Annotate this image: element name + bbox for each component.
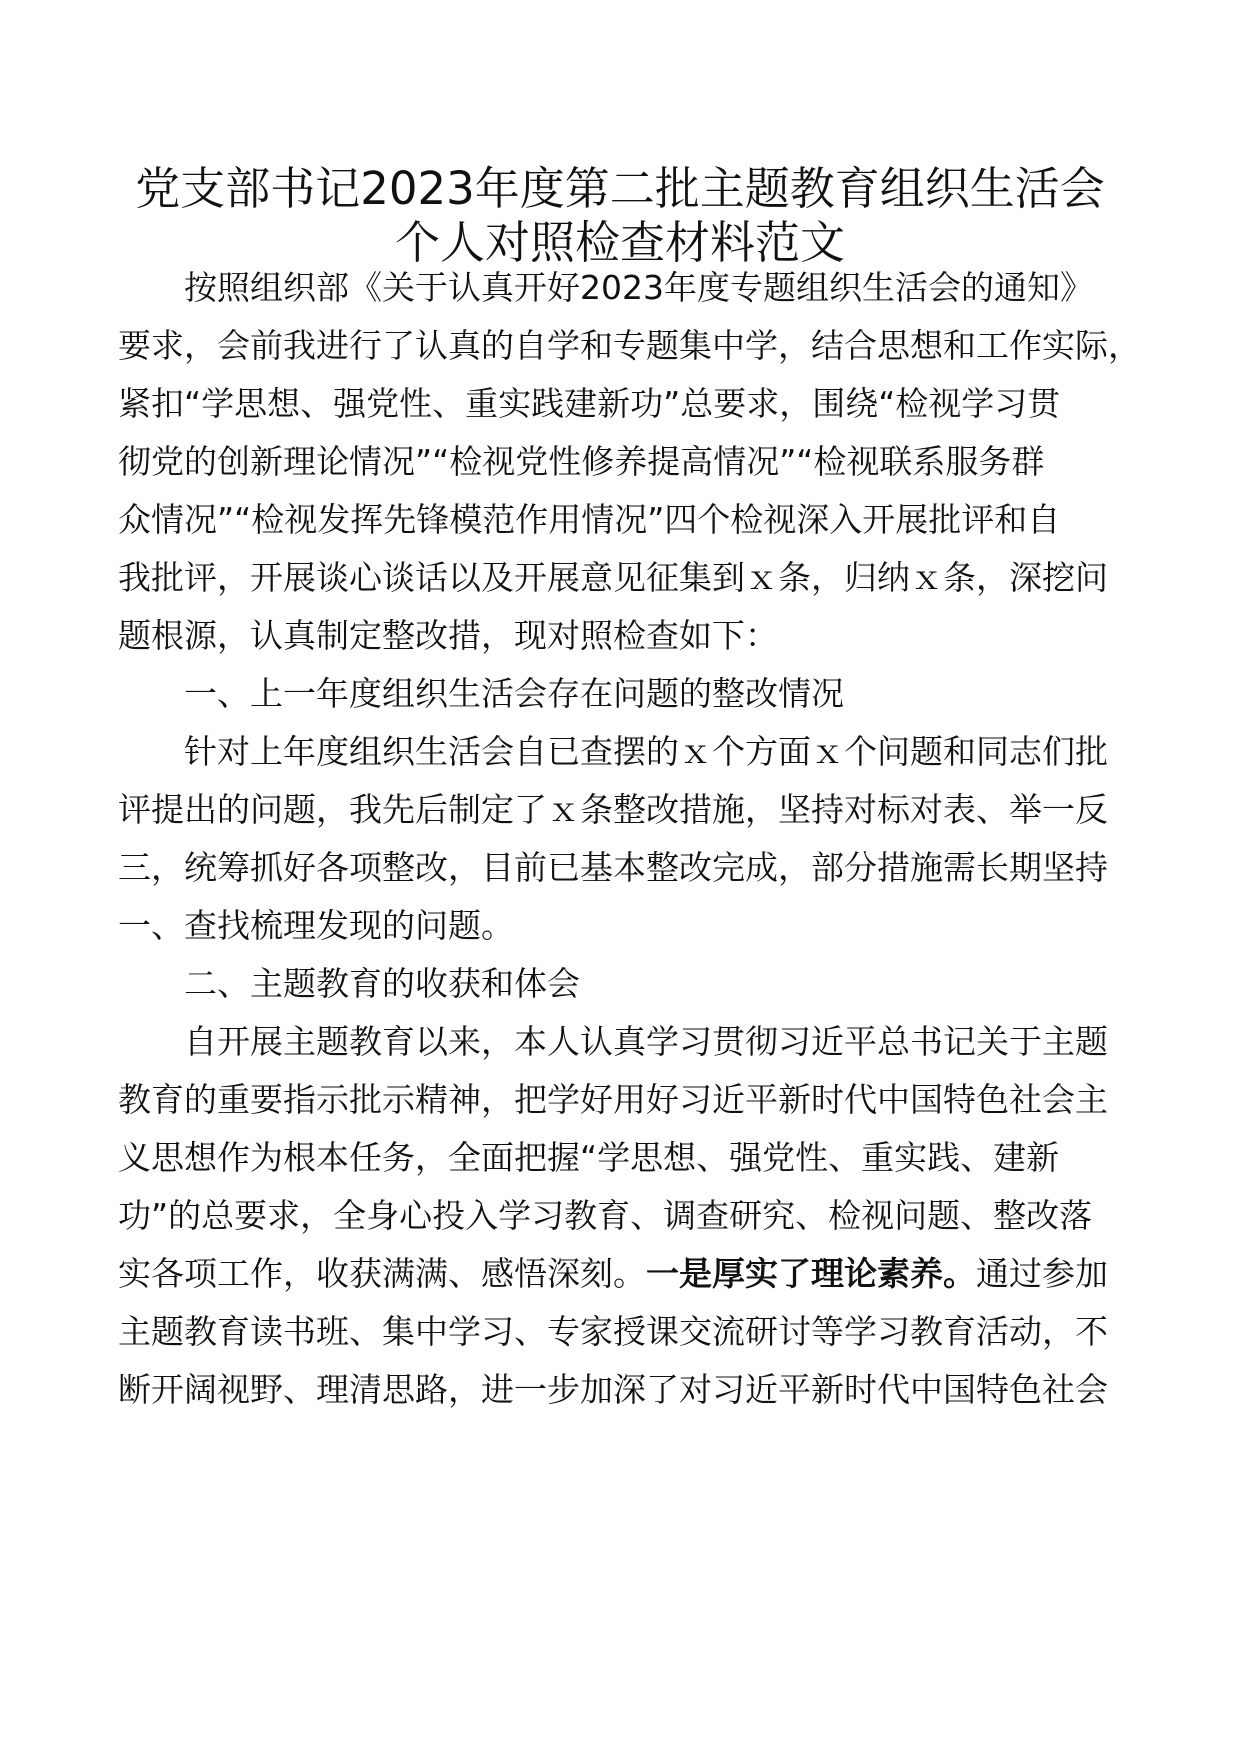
paragraph-gains-line-2: 教育的重要指示批示精神，把学好用好习近平新时代中国特色社会主 [118, 1080, 1108, 1119]
paragraph-gains-line-3: 义思想作为根本任务，全面把握“学思想、强党性、重实践、建新 [118, 1138, 1060, 1177]
paragraph-intro-line-3: 紧扣“学思想、强党性、重实践建新功”总要求，围绕“检视学习贯 [118, 384, 1061, 423]
gains-line-5-text: 实各项工作，收获满满、感悟深刻。 [118, 1254, 646, 1293]
bold-highlight-theory: 一是厚实了理论素养。 [646, 1254, 976, 1293]
paragraph-gains-line-4: 功”的总要求，全身心投入学习教育、调查研究、检视问题、整改落 [118, 1196, 1093, 1235]
document-title-line-2: 个人对照检查材料范文 [394, 216, 845, 269]
gains-line-5-tail: 通过参加 [976, 1254, 1108, 1293]
document-title-line-1: 党支部书记2023年度第二批主题教育组织生活会 [135, 162, 1105, 215]
paragraph-intro-line-1: 按照组织部《关于认真开好2023年度专题组织生活会的通知》 [184, 268, 1093, 307]
paragraph-intro-line-4: 彻党的创新理论情况”“检视党性修养提高情况”“检视联系服务群 [118, 442, 1045, 481]
paragraph-rectification-line-2: 评提出的问题，我先后制定了ｘ条整改措施，坚持对标对表、举一反 [118, 790, 1108, 829]
paragraph-intro-line-5: 众情况”“检视发挥先锋模范作用情况”四个检视深入开展批评和自 [118, 500, 1061, 539]
paragraph-intro-line-2: 要求，会前我进行了认真的自学和专题集中学，结合思想和工作实际， [118, 326, 1141, 365]
paragraph-gains-line-5 [118, 1254, 1138, 1294]
paragraph-intro-line-6: 我批评，开展谈心谈话以及开展意见征集到ｘ条，归纳ｘ条，深挖问 [118, 558, 1108, 597]
paragraph-rectification-line-1: 针对上年度组织生活会自已查摆的ｘ个方面ｘ个问题和同志们批 [184, 732, 1108, 771]
paragraph-intro-line-7: 题根源，认真制定整改措，现对照检查如下： [118, 616, 778, 655]
section-heading-2: 二、主题教育的收获和体会 [184, 964, 580, 1003]
section-heading-1: 一、上一年度组织生活会存在问题的整改情况 [184, 674, 844, 713]
paragraph-rectification-line-3: 三，统筹抓好各项整改，目前已基本整改完成，部分措施需长期坚持 [118, 848, 1108, 887]
paragraph-gains-line-7: 断开阔视野、理清思路，进一步加深了对习近平新时代中国特色社会 [118, 1370, 1108, 1409]
paragraph-rectification-line-4: 一、查找梳理发现的问题。 [118, 906, 514, 945]
paragraph-gains-line-6: 主题教育读书班、集中学习、专家授课交流研讨等学习教育活动，不 [118, 1312, 1108, 1351]
paragraph-gains-line-1: 自开展主题教育以来，本人认真学习贯彻习近平总书记关于主题 [184, 1022, 1108, 1061]
